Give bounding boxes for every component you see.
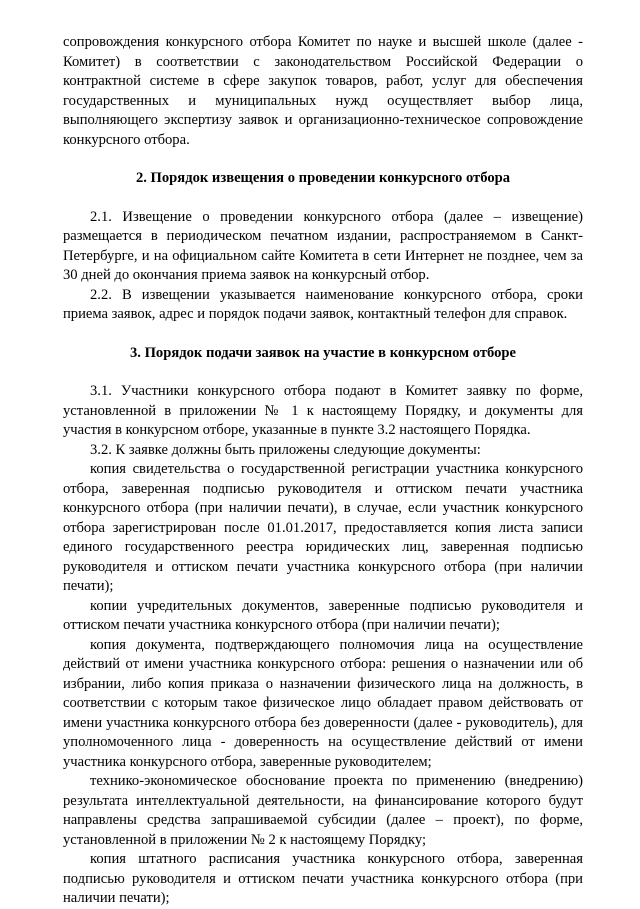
section-3-heading: 3. Порядок подачи заявок на участие в конкурсном отборе	[129, 344, 517, 361]
list-item: копия штатного расписания участника конкурсного отбора, заверенная подписью руководителя и оттиском печати участника конкурсного отбора (при наличии печати);	[63, 851, 583, 906]
section-2-paragraph-2: 2.2. В извещении указывается наименование конкурсного отбора, сроки приема заявок, адрес и порядок подачи заявок, контактный телефон для справок.	[63, 286, 583, 322]
section-3-paragraph-1: 3.1. Участники конкурсного отбора подают в Комитет заявку по форме, установленной в приложении № 1 к настоящему Порядку, и документы для участия в конкурсном отборе, указанные в пункте 3.2 настоящего Порядка.	[63, 383, 583, 438]
list-item: копии учредительных документов, заверенные подписью руководителя и оттиском печати участника конкурсного отбора (при наличии печати);	[63, 597, 583, 633]
section-2-paragraph-1: 2.1. Извещение о проведении конкурсного отбора (далее – извещение) размещается в периодическом печатном издании, распространяемом в Санкт-Петербурге, и на официальном сайте Комитета в сети Интернет не позднее, чем за 30 дней до окончания приема заявок на конкурсный отбор.	[63, 208, 583, 283]
list-item: копия свидетельства о государственной регистрации участника конкурсного отбора, заверенная подписью руководителя и оттиском печати участника конкурсного отбора (при наличии печати), в случае, если участник конкурсного отбора зарегистрирован после 01.01.2017, предоставляется копия листа записи единого государственного реестра юридических лиц, заверенная подписью руководителя и оттиском печати участника конкурсного отбора (при наличии печати);	[63, 461, 583, 594]
list-item: технико-экономическое обоснование проекта по применению (внедрению) результата интеллектуальной деятельности, на финансирование которого будут направлены средства запрашиваемой субсидии (далее – проект), по форме, установленной в приложении № 2 к настоящему Порядку;	[63, 773, 583, 848]
intro-paragraph: сопровождения конкурсного отбора Комитет по науке и высшей школе (далее - Комитет) в соответствии с законодательством Российской Федерации о контрактной системе в сфере закупок товаров, работ, услуг для обеспечения государственных и муниципальных нужд осуществляет выбор лица, выполняющего экспертизу заявок и организационно-техническое сопровождение конкурсного отбора.	[63, 34, 583, 148]
section-3-paragraph-2: 3.2. К заявке должны быть приложены следующие документы:	[90, 441, 481, 458]
list-item: копия документа, подтверждающего полномочия лица на осуществление действий от имени участника конкурсного отбора: решения о назначении или об избрании, либо копия приказа о назначении физического лица на должность, в соответствии с которым такое физическое лицо обладает правом действовать от имени участника конкурсного отбора без доверенности (далее - руководитель), для уполномоченного лица - доверенность на осуществление действий от имени участника конкурсного отбора, заверенные руководителем;	[63, 636, 583, 770]
section-2-heading: 2. Порядок извещения о проведении конкурсного отбора	[135, 170, 511, 186]
